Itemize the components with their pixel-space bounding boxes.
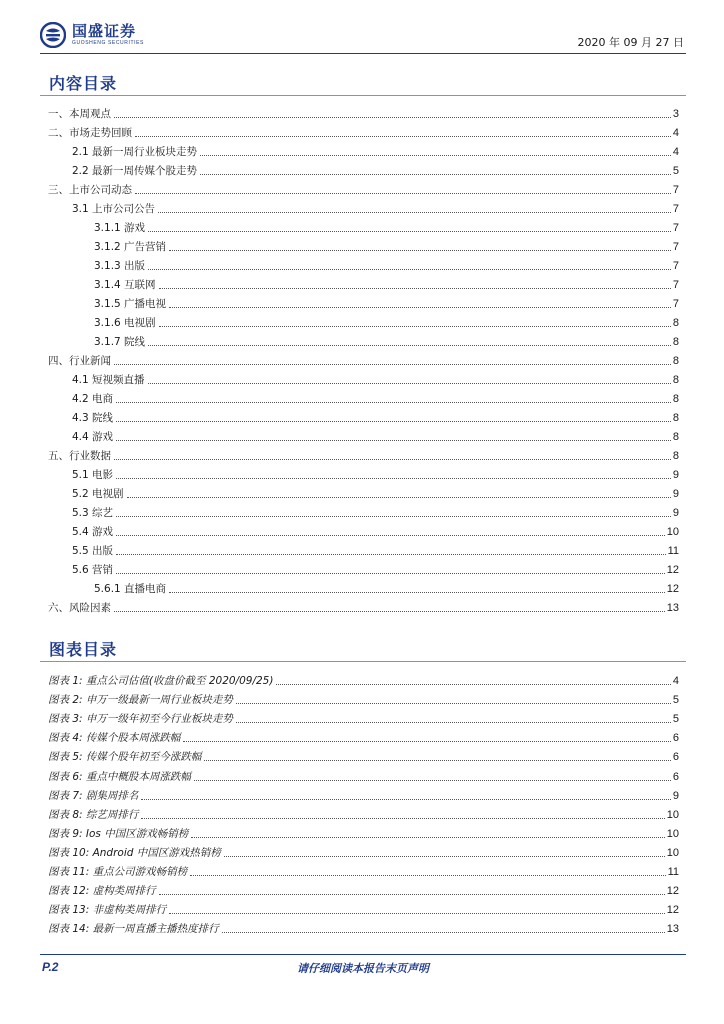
toc-entry[interactable] xyxy=(48,349,679,368)
toc-entry-page-number: 7 xyxy=(672,222,679,234)
dot-leader xyxy=(135,193,671,194)
toc-title-divider xyxy=(40,95,686,96)
figure-entry-label: 图表 1: 重点公司估值(收盘价截至 2020/09/25) xyxy=(48,675,274,688)
toc-entry-label: 4.2 电商 xyxy=(72,393,114,405)
toc-entry[interactable] xyxy=(48,539,679,558)
dot-leader xyxy=(114,611,665,612)
toc-entry-page-number: 7 xyxy=(672,184,679,196)
toc-entry-page-number: 8 xyxy=(672,393,679,405)
figures-list xyxy=(48,669,679,936)
figure-entry-label: 图表 13: 非虚构类周排行 xyxy=(48,904,167,917)
toc-entry-label: 一、本周观点 xyxy=(48,108,111,120)
toc-entry-label: 3.1.2 广告营销 xyxy=(94,241,167,253)
dot-leader xyxy=(127,497,671,498)
toc-entry-label: 3.1.5 广播电视 xyxy=(94,298,167,310)
toc-entry[interactable] xyxy=(48,273,679,292)
toc-entry[interactable] xyxy=(48,235,679,254)
toc-entry-label: 3.1 上市公司公告 xyxy=(72,203,156,215)
toc-entry-label: 5.6 营销 xyxy=(72,564,114,576)
dot-leader xyxy=(116,421,671,422)
figure-entry-page-number: 6 xyxy=(672,751,679,764)
dot-leader xyxy=(236,722,671,723)
toc-entry-page-number: 9 xyxy=(672,488,679,500)
toc-entry-page-number: 8 xyxy=(672,450,679,462)
figure-entry-label: 图表 2: 申万一级最新一周行业板块走势 xyxy=(48,694,233,707)
toc-entry[interactable] xyxy=(48,197,679,216)
dot-leader xyxy=(159,894,665,895)
dot-leader xyxy=(116,535,665,536)
toc-entry[interactable] xyxy=(48,444,679,463)
dot-leader xyxy=(116,573,665,574)
logo-english-name: GUOSHENG SECURITIES xyxy=(72,40,144,46)
toc-entry-page-number: 11 xyxy=(667,545,679,557)
toc-entry-label: 5.6.1 直播电商 xyxy=(94,583,167,595)
figure-entry-label: 图表 6: 重点中概股本周涨跌幅 xyxy=(48,770,191,783)
toc-entry-page-number: 8 xyxy=(672,336,679,348)
toc-entry[interactable] xyxy=(48,406,679,425)
dot-leader xyxy=(224,856,665,857)
figure-entry[interactable] xyxy=(48,745,679,764)
toc-entry-label: 2.2 最新一周传媒个股走势 xyxy=(72,165,198,177)
figure-entry[interactable] xyxy=(48,803,679,822)
toc-entry-label: 四、行业新闻 xyxy=(48,355,111,367)
figure-entry-label: 图表 14: 最新一周直播主播热度排行 xyxy=(48,923,219,936)
figure-entry-page-number: 9 xyxy=(672,789,679,802)
figures-title-divider xyxy=(40,661,686,662)
toc-entry-label: 5.3 综艺 xyxy=(72,507,114,519)
dot-leader xyxy=(204,760,670,761)
figure-entry-page-number: 12 xyxy=(666,885,679,898)
toc-entry-label: 4.3 院线 xyxy=(72,412,114,424)
figure-entry-page-number: 10 xyxy=(666,808,679,821)
toc-entry-label: 2.1 最新一周行业板块走势 xyxy=(72,146,198,158)
dot-leader xyxy=(276,684,670,685)
toc-entry-label: 3.1.1 游戏 xyxy=(94,222,146,234)
toc-entry[interactable] xyxy=(48,102,679,121)
figure-entry-page-number: 10 xyxy=(666,827,679,840)
figure-entry-page-number: 10 xyxy=(666,846,679,859)
dot-leader xyxy=(148,269,671,270)
toc-list xyxy=(48,102,679,615)
figure-entry[interactable] xyxy=(48,822,679,841)
dot-leader xyxy=(114,364,671,365)
toc-entry[interactable] xyxy=(48,254,679,273)
toc-entry-label: 4.1 短视频直播 xyxy=(72,374,145,386)
dot-leader xyxy=(169,250,671,251)
figure-entry-page-number: 11 xyxy=(667,866,679,879)
dot-leader xyxy=(116,440,671,441)
dot-leader xyxy=(158,212,671,213)
figure-entry-page-number: 4 xyxy=(672,675,679,688)
toc-entry-label: 5.1 电影 xyxy=(72,469,114,481)
toc-entry[interactable] xyxy=(48,463,679,482)
figure-entry-page-number: 13 xyxy=(666,923,679,936)
toc-entry-label: 5.4 游戏 xyxy=(72,526,114,538)
toc-entry[interactable] xyxy=(48,596,679,615)
toc-entry-label: 六、风险因素 xyxy=(48,602,111,614)
toc-entry[interactable] xyxy=(48,558,679,577)
toc-entry-page-number: 8 xyxy=(672,374,679,386)
toc-entry-page-number: 7 xyxy=(672,298,679,310)
toc-entry[interactable] xyxy=(48,482,679,501)
dot-leader xyxy=(194,780,671,781)
dot-leader xyxy=(141,818,664,819)
dot-leader xyxy=(159,288,671,289)
dot-leader xyxy=(114,459,671,460)
figure-entry[interactable] xyxy=(48,784,679,803)
page-header xyxy=(40,18,686,54)
dot-leader xyxy=(148,345,671,346)
dot-leader xyxy=(159,326,671,327)
dot-leader xyxy=(191,837,665,838)
toc-title: 内容目录 xyxy=(49,74,118,93)
figure-entry[interactable] xyxy=(48,860,679,879)
page-footer xyxy=(40,954,686,974)
toc-entry-label: 5.5 出版 xyxy=(72,545,114,557)
toc-entry-label: 4.4 游戏 xyxy=(72,431,114,443)
dot-leader xyxy=(141,799,670,800)
figure-entry-page-number: 6 xyxy=(672,770,679,783)
company-logo xyxy=(40,20,144,50)
toc-entry[interactable] xyxy=(48,330,679,349)
toc-entry-page-number: 7 xyxy=(672,241,679,253)
toc-entry-page-number: 7 xyxy=(672,260,679,272)
toc-entry[interactable] xyxy=(48,292,679,311)
toc-entry-page-number: 12 xyxy=(666,564,679,576)
figure-entry[interactable] xyxy=(48,917,679,936)
toc-entry-page-number: 4 xyxy=(672,127,679,139)
figure-entry-label: 图表 4: 传媒个股本周涨跌幅 xyxy=(48,732,181,745)
toc-entry-page-number: 8 xyxy=(672,412,679,424)
toc-entry-page-number: 4 xyxy=(672,146,679,158)
toc-entry-page-number: 8 xyxy=(672,355,679,367)
dot-leader xyxy=(169,592,665,593)
toc-entry-page-number: 8 xyxy=(672,431,679,443)
toc-entry[interactable] xyxy=(48,159,679,178)
figure-entry[interactable] xyxy=(48,879,679,898)
dot-leader xyxy=(169,913,665,914)
dot-leader xyxy=(200,155,671,156)
dot-leader xyxy=(169,307,671,308)
dot-leader xyxy=(148,383,671,384)
figure-entry-label: 图表 8: 综艺周排行 xyxy=(48,808,139,821)
dot-leader xyxy=(135,136,671,137)
toc-entry-label: 3.1.4 互联网 xyxy=(94,279,156,291)
toc-entry-label: 3.1.3 出版 xyxy=(94,260,146,272)
dot-leader xyxy=(116,478,671,479)
toc-entry-label: 五、行业数据 xyxy=(48,450,111,462)
toc-entry[interactable] xyxy=(48,577,679,596)
page-number: P.2 xyxy=(42,960,59,974)
figure-entry[interactable] xyxy=(48,688,679,707)
toc-entry-page-number: 5 xyxy=(672,165,679,177)
figure-entry[interactable] xyxy=(48,841,679,860)
figure-entry-label: 图表 11: 重点公司游戏畅销榜 xyxy=(48,866,188,879)
toc-entry-label: 三、上市公司动态 xyxy=(48,184,132,196)
dot-leader xyxy=(183,741,670,742)
toc-entry[interactable] xyxy=(48,501,679,520)
figure-entry-page-number: 5 xyxy=(672,713,679,726)
toc-entry[interactable] xyxy=(48,216,679,235)
disclaimer-note: 请仔细阅读本报告末页声明 xyxy=(297,962,429,975)
dot-leader xyxy=(114,117,671,118)
figure-entry[interactable] xyxy=(48,726,679,745)
toc-entry[interactable] xyxy=(48,311,679,330)
toc-entry[interactable] xyxy=(48,368,679,387)
toc-entry-page-number: 13 xyxy=(666,602,679,614)
toc-entry-page-number: 8 xyxy=(672,317,679,329)
figure-entry-page-number: 6 xyxy=(672,732,679,745)
toc-entry[interactable] xyxy=(48,178,679,197)
toc-entry[interactable] xyxy=(48,387,679,406)
figure-entry-label: 图表 10: Android 中国区游戏热销榜 xyxy=(48,846,221,859)
figures-title: 图表目录 xyxy=(49,640,118,659)
dot-leader xyxy=(148,231,671,232)
report-date: 2020 年 09 月 27 日 xyxy=(577,36,684,49)
figure-entry[interactable] xyxy=(48,764,679,783)
dot-leader xyxy=(222,932,665,933)
toc-entry[interactable] xyxy=(48,121,679,140)
figure-entry-label: 图表 5: 传媒个股年初至今涨跌幅 xyxy=(48,751,202,764)
dot-leader xyxy=(116,402,671,403)
figure-entry[interactable] xyxy=(48,707,679,726)
toc-entry-label: 3.1.7 院线 xyxy=(94,336,146,348)
dot-leader xyxy=(236,703,671,704)
figure-entry[interactable] xyxy=(48,669,679,688)
toc-entry-page-number: 9 xyxy=(672,507,679,519)
figure-entry-page-number: 5 xyxy=(672,694,679,707)
figure-entry-label: 图表 12: 虚构类周排行 xyxy=(48,885,156,898)
toc-entry[interactable] xyxy=(48,425,679,444)
figure-entry[interactable] xyxy=(48,898,679,917)
toc-entry-page-number: 7 xyxy=(672,203,679,215)
dot-leader xyxy=(190,875,666,876)
toc-entry[interactable] xyxy=(48,520,679,539)
figure-entry-page-number: 12 xyxy=(666,904,679,917)
toc-entry-label: 3.1.6 电视剧 xyxy=(94,317,156,329)
toc-entry-page-number: 7 xyxy=(672,279,679,291)
toc-entry-page-number: 3 xyxy=(672,108,679,120)
figure-entry-label: 图表 7: 剧集周排名 xyxy=(48,789,139,802)
figure-entry-label: 图表 3: 申万一级年初至今行业板块走势 xyxy=(48,713,233,726)
toc-entry-page-number: 9 xyxy=(672,469,679,481)
toc-entry-label: 二、市场走势回顾 xyxy=(48,127,132,139)
dot-leader xyxy=(116,554,666,555)
toc-entry-page-number: 12 xyxy=(666,583,679,595)
toc-entry-label: 5.2 电视剧 xyxy=(72,488,124,500)
logo-mark-icon xyxy=(40,22,66,48)
toc-entry[interactable] xyxy=(48,140,679,159)
dot-leader xyxy=(200,174,671,175)
logo-chinese-name: 国盛证券 xyxy=(72,22,137,40)
figure-entry-label: 图表 9: Ios 中国区游戏畅销榜 xyxy=(48,827,189,840)
toc-entry-page-number: 10 xyxy=(666,526,679,538)
dot-leader xyxy=(116,516,671,517)
